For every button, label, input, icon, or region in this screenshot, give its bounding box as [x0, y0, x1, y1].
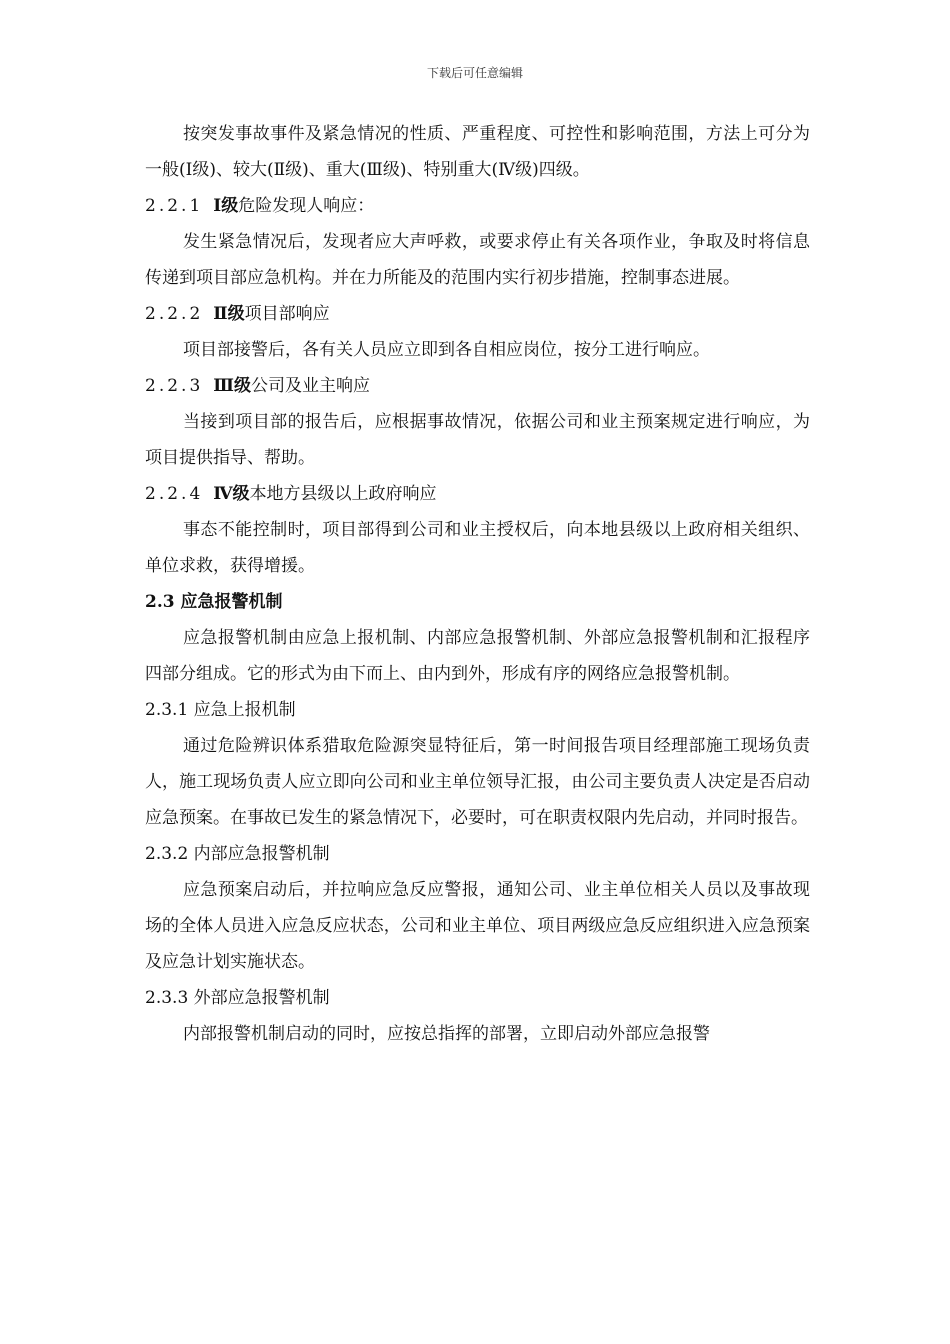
subsection-heading-2-2-3 — [145, 368, 810, 404]
heading-level: Ⅰ级 — [213, 196, 239, 216]
heading-title: 危险发现人响应： — [238, 196, 375, 216]
subsection-heading-2-2-4 — [145, 476, 810, 512]
subsection-heading-2-2-2 — [145, 296, 810, 332]
paragraph: 当接到项目部的报告后，应根据事故情况，依据公司和业主预案规定进行响应，为项目提供指导、帮助。 — [145, 412, 810, 468]
document-body — [145, 116, 810, 1052]
heading-number: 2.2.3 — [145, 376, 204, 396]
heading-level: Ⅲ级 — [213, 376, 251, 396]
heading-number: 2.2.4 — [145, 484, 204, 504]
subsection-heading-2-2-1 — [145, 188, 810, 224]
heading-title: 项目部响应 — [244, 304, 330, 324]
heading-level: Ⅳ级 — [213, 484, 250, 504]
paragraph: 内部报警机制启动的同时，应按总指挥的部署，立即启动外部应急报警 — [183, 1024, 710, 1044]
subsection-heading-2-3-1: 2.3.1 应急上报机制 — [145, 700, 296, 720]
page-header-watermark: 下载后可任意编辑 — [426, 66, 523, 80]
paragraph: 通过危险辨识体系猎取危险源突显特征后，第一时间报告项目经理部施工现场负责人，施工现场负责人应立即向公司和业主单位领导汇报，由公司主要负责人决定是否启动应急预案。在事故已发生的紧急情况下，必要时，可在职责权限内先启动，并同时报告。 — [145, 736, 810, 828]
paragraph: 应急报警机制由应急上报机制、内部应急报警机制、外部应急报警机制和汇报程序四部分组成。它的形式为由下而上、由内到外，形成有序的网络应急报警机制。 — [145, 628, 810, 684]
subsection-heading-2-3-3: 2.3.3 外部应急报警机制 — [145, 988, 330, 1008]
heading-title: 公司及业主响应 — [250, 376, 370, 396]
section-heading-2-3: 2.3 应急报警机制 — [145, 592, 283, 612]
heading-level: Ⅱ级 — [213, 304, 245, 324]
heading-title: 本地方县级以上政府响应 — [249, 484, 437, 504]
paragraph: 项目部接警后，各有关人员应立即到各自相应岗位，按分工进行响应。 — [183, 340, 710, 360]
paragraph: 按突发事故事件及紧急情况的性质、严重程度、可控性和影响范围，方法上可分为 一般(Ⅰ级)、较大(Ⅱ级)、重大(Ⅲ级)、特别重大(Ⅳ级)四级。 — [145, 124, 810, 180]
paragraph: 应急预案启动后，并拉响应急反应警报，通知公司、业主单位相关人员以及事故现场的全体人员进入应急反应状态，公司和业主单位、项目两级应急反应组织进入应急预案及应急计划实施状态。 — [145, 880, 810, 972]
heading-number: 2.2.1 — [145, 196, 204, 216]
paragraph: 事态不能控制时，项目部得到公司和业主授权后，向本地县级以上政府相关组织、单位求救，获得增援。 — [145, 520, 810, 576]
paragraph: 发生紧急情况后，发现者应大声呼救，或要求停止有关各项作业，争取及时将信息传递到项目部应急机构。并在力所能及的范围内实行初步措施，控制事态进展。 — [145, 232, 810, 288]
subsection-heading-2-3-2: 2.3.2 内部应急报警机制 — [145, 844, 330, 864]
heading-number: 2.2.2 — [145, 304, 204, 324]
